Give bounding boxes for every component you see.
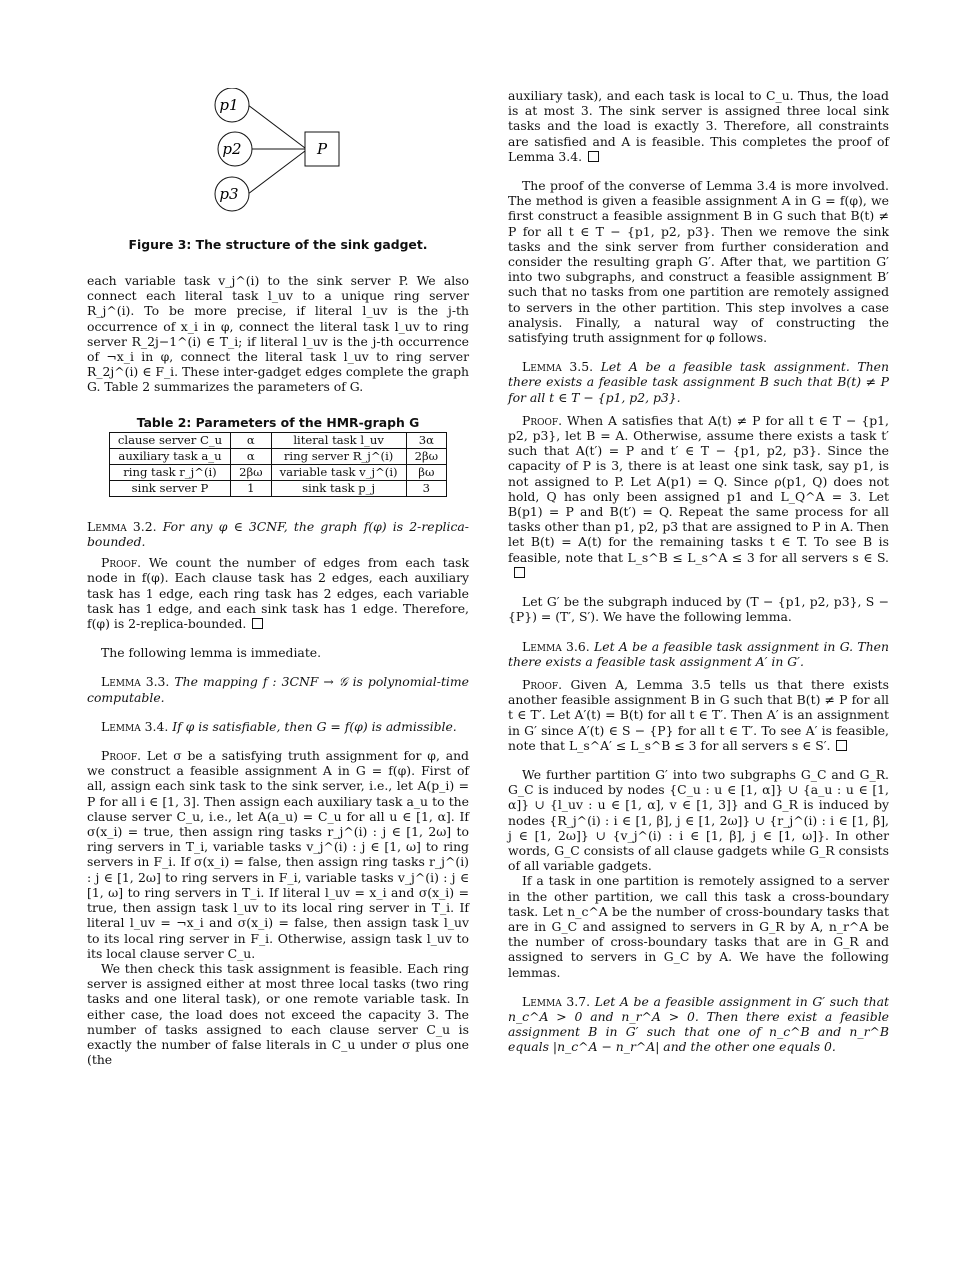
table-cell: auxiliary task a_u <box>109 448 230 464</box>
lemma-statement: If φ is satisfiable, then G = f(φ) is admissible. <box>172 718 457 734</box>
sink-gadget-diagram <box>87 88 469 213</box>
paragraph-inter-gadget: each variable task v_j^(i) to the sink server P. We also connect each literal task l_uv to a unique ring server R_j^(i). To be more precise, if literal l_uv is the j-th occurrence of x_i in φ, connect the literal task l_uv to ring server R_2j−1^(i) ∈ T_i; if literal l_uv is the j-th occurrence of ¬x_i in φ, connect the literal task l_uv to ring server R_2j^(i) ∈ F_i. These inter-gadget edges complete the graph G. Table 2 summarizes the parameters of G. <box>87 273 469 395</box>
figure-caption: Figure 3: The structure of the sink gadget. <box>128 237 428 252</box>
lemma-statement: Let A be a feasible assignment in G′ such that n_c^A > 0 and n_r^A > 0. Then there exist a feasible assignment B in G′ such that one of n_c^B and n_r^B equals |n_c^A − n_r^A| and the other one equals 0. <box>508 993 889 1055</box>
table-cell: ring task r_j^(i) <box>109 464 230 480</box>
proof-body: Let σ be a satisfying truth assignment for φ, and we construct a feasible assignment A in G = f(φ). First of all, assign each sink task to the sink server, i.e., let A(p_i) = P for all i ∈ [1, 3]. Then assign each auxiliary task a_u to the clause server C_u, i.e., let A(a_u) = C_u for all u ∈ [1, α]. If σ(x_i) = true, then assign ring tasks r_j^(i) : j ∈ [1, 2ω] to ring servers in T_i, variable tasks v_j^(i) : j ∈ [1, ω] to ring servers in F_i. If σ(x_i) = false, then assign ring tasks r_j^(i) : j ∈ [1, 2ω] to ring servers in F_i, variable tasks v_j^(i) : j ∈ [1, ω] to ring servers in T_i. If literal l_uv = x_i and σ(x_i) = true, then assign task l_uv to its local ring server in T_i. If literal l_uv = ¬x_i and σ(x_i) = false, then assign task l_uv to its local ring server in F_i. Otherwise, assign task l_uv to its local clause server C_u. <box>87 748 469 961</box>
node-p1-label: p1 <box>219 96 239 114</box>
table-cell: sink task p_j <box>271 480 406 496</box>
proof-label: Proof. <box>101 748 142 764</box>
table-cell: α <box>231 432 272 448</box>
paragraph-immediate: The following lemma is immediate. <box>101 645 322 661</box>
table-cell: 3 <box>406 480 447 496</box>
table-cell: variable task v_j^(i) <box>271 464 406 480</box>
qed-box <box>252 618 263 629</box>
table-cell: α <box>231 448 272 464</box>
table-row <box>109 480 446 496</box>
figure-3 <box>87 88 469 252</box>
lemma-3-5 <box>508 359 889 405</box>
node-P-label: P <box>316 140 328 158</box>
qed-box <box>836 740 847 751</box>
table-row <box>109 464 446 480</box>
proof-label: Proof. <box>522 412 563 428</box>
lemma-statement: For any φ ∈ 3CNF, the graph f(φ) is 2-replica-bounded. <box>87 518 469 550</box>
table-cell: 2βω <box>406 448 447 464</box>
node-p3-label: p3 <box>219 185 239 203</box>
lemma-statement: Let A be a feasible task assignment. Then there exists a feasible task assignment B such that B(t) ≠ P for all t ∈ T − {p1, p2, p3}. <box>508 359 889 405</box>
proof-3-2 <box>87 555 469 631</box>
table-row <box>109 432 446 448</box>
lemma-label: Lemma 3.2. <box>87 518 157 534</box>
qed-box <box>588 151 599 162</box>
table-cell: clause server C_u <box>109 432 230 448</box>
paragraph-check: We then check this task assignment is feasible. Each ring server is assigned either at most three local tasks (two ring tasks and one literal task), or one remote variable task. In either case, the load does not exceed the capacity 3. The number of tasks assigned to each clause server C_u is exactly the number of false literals in C_u under σ plus one (the <box>87 960 469 1068</box>
proof-body: When A satisfies that A(t) ≠ P for all t ∈ T − {p1, p2, p3}, let B = A. Otherwise, assume there exists a task t′ such that A(t′) = P and t′ ∈ T − {p1, p2, p3}. Since the capacity of P is 3, there is at least one sink task, say p1, is not assigned to P. Let A(p1) = Q. Since ρ(p1, Q) does not hold, Q has only been assigned p1 and L_Q^A = 3. Let B(p1) = P and B(t′) = Q. Repeat the same process for all tasks other than p1, p2, p3 that are assigned to P in A. Then let B(t) = A(t) for the remaining tasks t ∈ T. To see B is feasible, note that L_s^B ≤ L_s^A ≤ 3 for all servers s ∈ S. <box>508 412 889 565</box>
proof-3-5 <box>508 413 889 580</box>
paragraph-subgraph: Let G′ be the subgraph induced by (T − {p1, p2, p3}, S − {P}) = (T′, S′). We have the following lemma. <box>508 594 889 625</box>
qed-box <box>514 567 525 578</box>
node-p2-label: p2 <box>222 140 242 158</box>
lemma-statement: The mapping f : 3CNF → 𝒢 is polynomial-time computable. <box>87 674 469 705</box>
table-cell: sink server P <box>109 480 230 496</box>
table-row <box>109 448 446 464</box>
proof-3-6 <box>508 677 889 753</box>
lemma-label: Lemma 3.5. <box>522 359 594 375</box>
table-cell: ring server R_j^(i) <box>271 448 406 464</box>
proof-3-4-continued <box>508 88 889 164</box>
lemma-statement: Let A be a feasible task assignment in G. Then there exists a feasible task assignment A′ in G′. <box>508 638 889 669</box>
proof-body: We count the number of edges from each task node in f(φ). Each clause task has 2 edges, each auxiliary task has 1 edge, each ring task has 2 edges, each variable task has 1 edge, and each sink task has 1 edge. Therefore, f(φ) is 2-replica-bounded. <box>87 555 469 632</box>
table-cell: 3α <box>406 432 447 448</box>
lemma-label: Lemma 3.7. <box>522 993 591 1009</box>
paragraph-converse: The proof of the converse of Lemma 3.4 is more involved. The method is given a feasible assignment A in G = f(φ), we first construct a feasible assignment B in G such that B(t) ≠ P for all t ∈ T − {p1, p2, p3}. Then we remove the sink tasks and the sink server from further consideration and consider the resulting graph G′. After that, we partition G′ into two subgraphs, and construct a feasible assignment B′ such that no tasks from one partition are remotely assigned to servers in the other partition. This step involves a case analysis. Finally, a natural way of constructing the satisfying truth assignment for φ follows. <box>508 178 889 346</box>
lemma-3-4 <box>87 719 469 734</box>
table-cell: βω <box>406 464 447 480</box>
table-cell: 1 <box>231 480 272 496</box>
proof-label: Proof. <box>101 555 142 571</box>
lemma-3-7 <box>508 994 889 1055</box>
proof-body: Given A, Lemma 3.5 tells us that there exists another feasible assignment B in G such that B(t) ≠ P for all t ∈ T′. Let A′(t) = B(t) for all t ∈ T′. Then A′ is an assignment in G′ since A′(t) ∈ S − {P} for all t ∈ T′. To see A′ is feasible, note that L_s^A′ ≤ L_s^B ≤ 3 for all servers s ∈ S′. <box>508 676 889 753</box>
lemma-label: Lemma 3.6. <box>522 638 590 654</box>
proof-body: auxiliary task), and each task is local to C_u. Thus, the load is at most 3. The sink server is assigned three local sink tasks and the load is exactly 3. Therefore, all constraints are satisfied and A is feasible. This completes the proof of Lemma 3.4. <box>508 88 889 164</box>
lemma-label: Lemma 3.4. <box>101 718 169 734</box>
proof-label: Proof. <box>522 676 563 692</box>
left-column <box>87 88 469 1067</box>
lemma-label: Lemma 3.3. <box>101 674 170 690</box>
table-caption: Table 2: Parameters of the HMR-graph G <box>136 414 420 430</box>
table-cell: literal task l_uv <box>271 432 406 448</box>
paragraph-partition: We further partition G′ into two subgraphs G_C and G_R. G_C is induced by nodes {C_u : u ∈ [1, α]} ∪ {a_u : u ∈ [1, α]} ∪ {l_uv : u ∈ [1, α], v ∈ [1, 3]} and G_R is induced by nodes {R_j^(i) : i ∈ [1, β], j ∈ [1, 2ω]} ∪ {r_j^(i) : i ∈ [1, β], j ∈ [1, 2ω]} ∪ {v_j^(i) : i ∈ [1, β], j ∈ [1, ω]}. In other words, G_C consists of all clause gadgets while G_R consists of all variable gadgets. <box>508 766 889 874</box>
lemma-3-2 <box>87 519 469 549</box>
lemma-3-3 <box>87 674 469 704</box>
proof-3-4 <box>87 748 469 961</box>
parameters-table <box>109 432 447 497</box>
right-column <box>508 88 889 1055</box>
table-cell: 2βω <box>231 464 272 480</box>
lemma-3-6 <box>508 639 889 669</box>
paragraph-cross-boundary: If a task in one partition is remotely assigned to a server in the other partition, we call this task a cross-boundary task. Let n_c^A be the number of cross-boundary tasks that are in G_C and assigned to servers in G_R by A, n_r^A be the number of cross-boundary tasks that are in G_R and assigned to servers in G_C by A. We have the following lemmas. <box>508 873 889 980</box>
